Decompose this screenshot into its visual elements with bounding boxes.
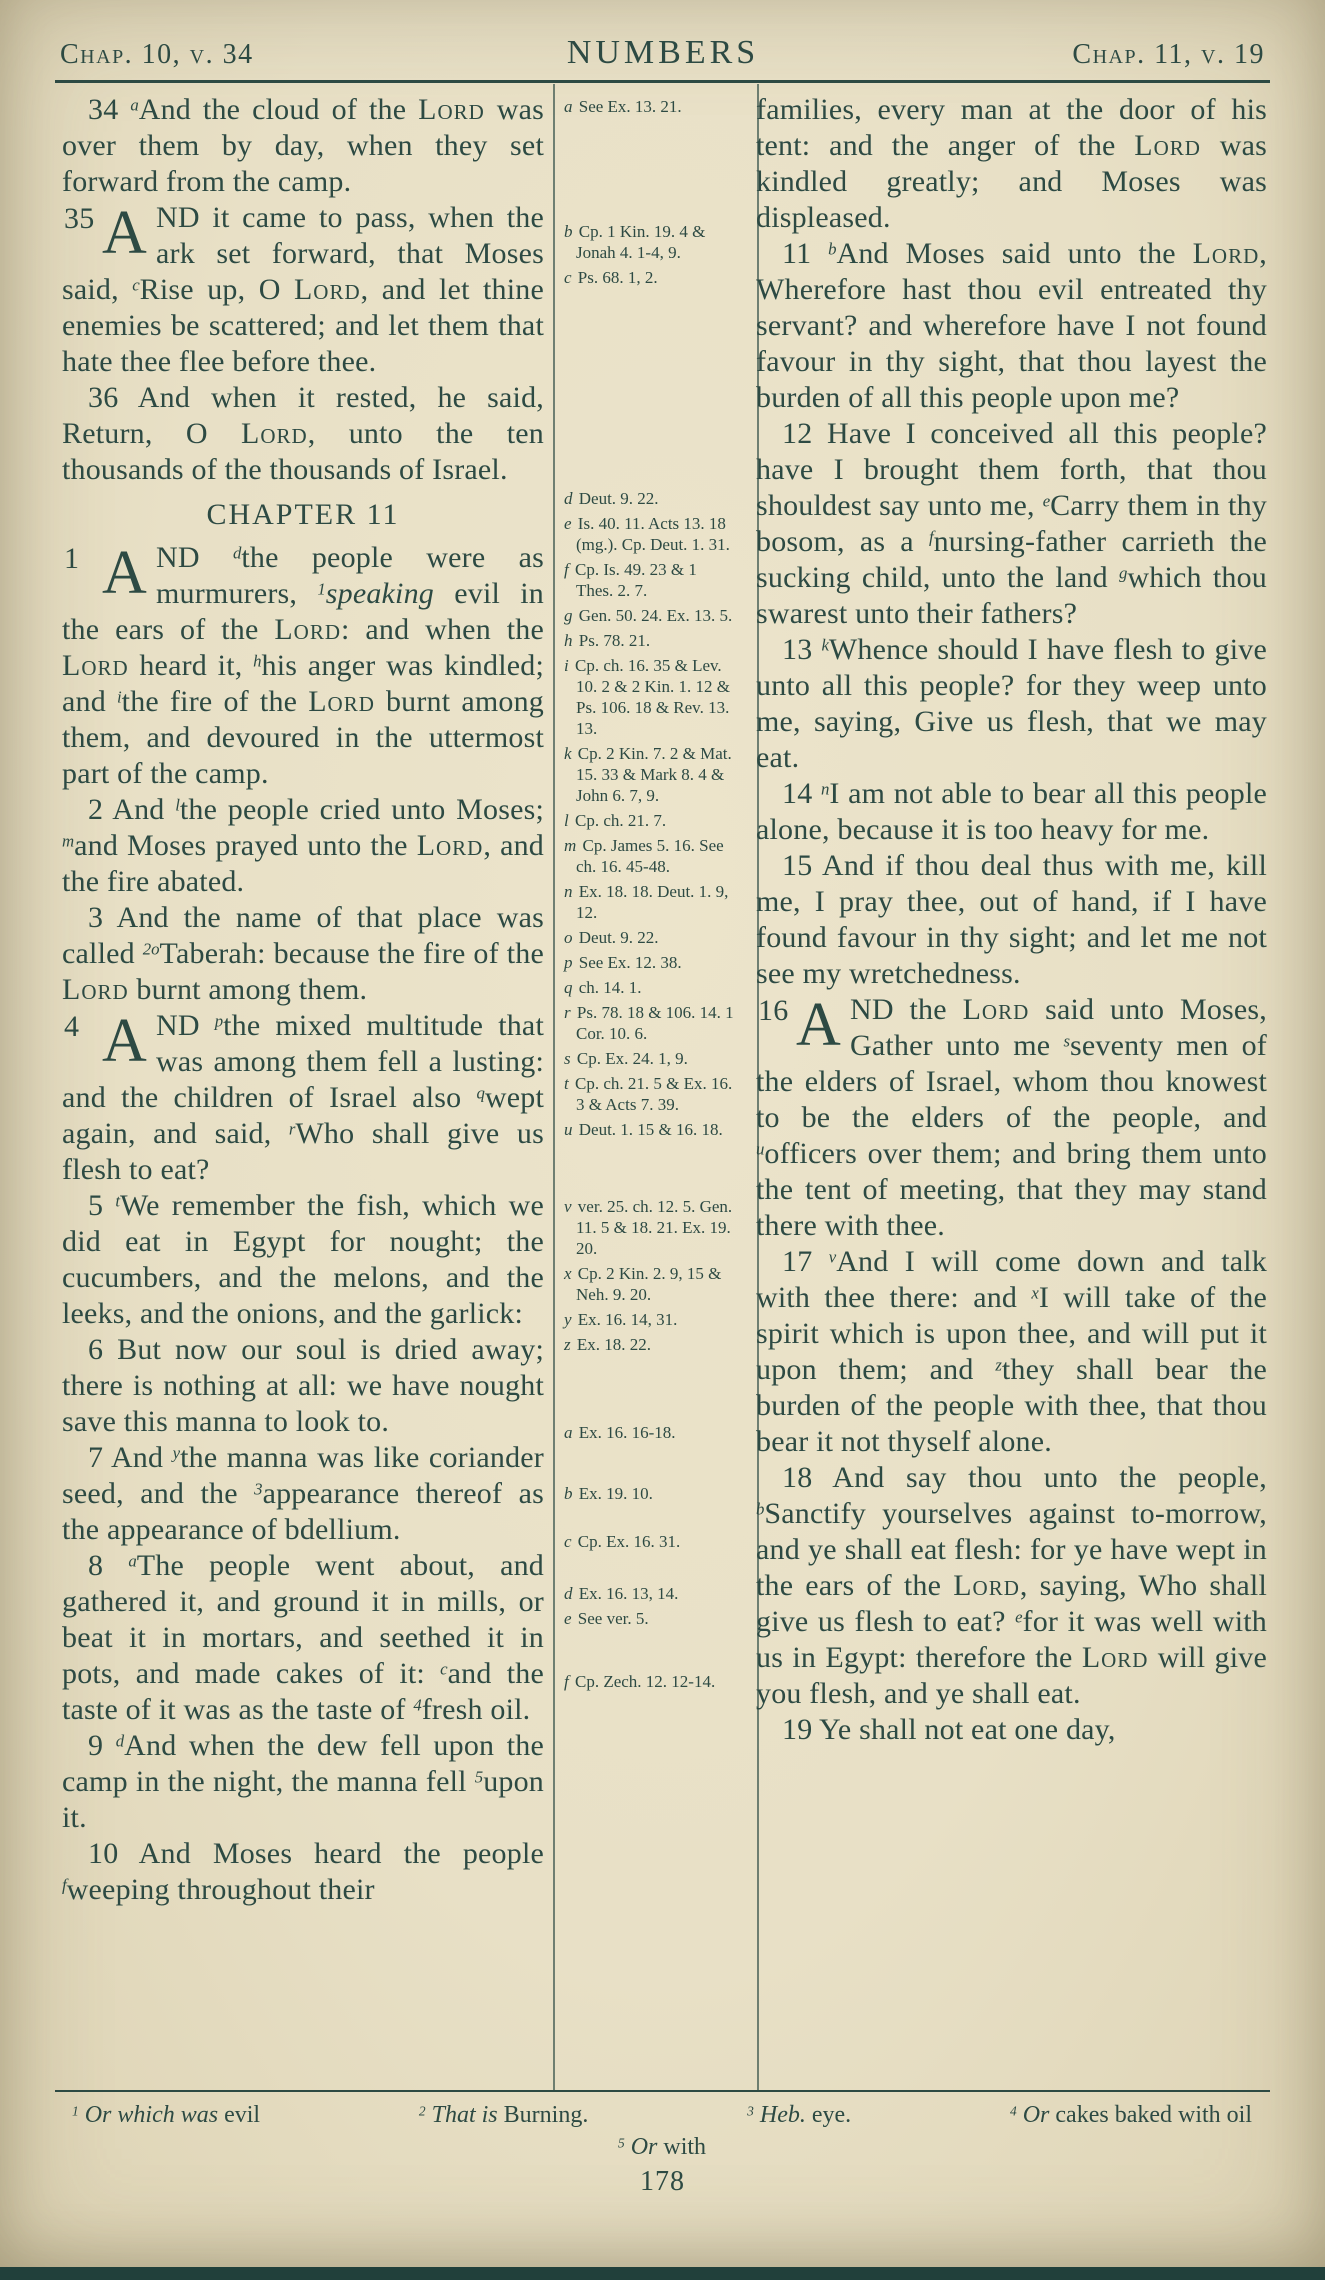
superscript-ref: o xyxy=(151,939,160,959)
verse-paragraph: 18 And say thou unto the people, $^b$Sanctify yourselves against to-morrow, and ye shall eat flesh: for ye have wept in the ears of the Lord, saying, Who shall give us flesh to eat? $^e$for it was well with us in Egypt: therefore the Lord will give you flesh, and ye shall eat. xyxy=(756,1461,1267,1710)
superscript-ref: 5 xyxy=(617,2135,625,2151)
verse-paragraph: 36 And when it rested, he said, Return, O Lord, unto the ten thousands of the thousands of Israel. xyxy=(62,381,544,486)
right-text-column xyxy=(748,92,1267,2086)
ref-letter: u xyxy=(564,1120,573,1139)
verse-paragraph: 35 A ND it came to pass, when the ark set forward, that Moses said, $^c$Rise up, O Lord, and let thine enemies be scattered; and let them that hate thee flee before thee. xyxy=(62,199,544,378)
ref-letter: b xyxy=(564,1484,573,1503)
verse-paragraph: 3 And the name of that place was called $^{2o}$Taberah: because the fire of the Lord burnt among them. xyxy=(62,901,544,1006)
ref-letter: f xyxy=(564,560,569,579)
superscript-ref: k xyxy=(821,635,829,655)
reference-group xyxy=(564,1196,738,1355)
small-caps-word: Lord xyxy=(418,93,485,126)
verse-paragraph: 9 $^d$And when the dew fell upon the camp in the night, the manna fell $^5$upon it. xyxy=(62,1729,544,1834)
text-columns xyxy=(62,92,1267,2086)
cross-reference: b Ex. 19. 10. xyxy=(564,1484,653,1503)
superscript-ref: i xyxy=(116,687,122,707)
superscript-ref: 3 xyxy=(747,2103,754,2119)
footnote-row xyxy=(72,2100,1252,2130)
cross-reference: g Gen. 50. 24. Ex. 13. 5. xyxy=(564,606,733,625)
superscript-ref: 1 xyxy=(72,2103,79,2119)
footnote: $^1$ Or which was evil xyxy=(72,2102,261,2128)
cross-reference: f Cp. Zech. 12. 12-14. xyxy=(564,1672,716,1691)
cross-reference: t Cp. ch. 21. 5 & Ex. 16. 3 & Acts 7. 39. xyxy=(564,1074,733,1114)
ref-letter: e xyxy=(564,514,572,533)
verse-paragraph: 1 A ND $^d$the people were as murmurers, $^1$speaking evil in the ears of the Lord: and when the Lord heard it, $^h$his anger was kindled; and $^i$the fire of the Lord burnt among them, and devoured in the uttermost part of the camp. xyxy=(62,539,544,790)
ref-letter: r xyxy=(564,1003,571,1022)
ref-letter: e xyxy=(564,1609,572,1628)
small-caps-word: Lord xyxy=(962,993,1030,1026)
cross-reference: d Ex. 16. 13, 14. xyxy=(564,1584,679,1603)
superscript-ref: q xyxy=(476,1083,485,1103)
footer-rule xyxy=(55,2090,1270,2092)
reference-group xyxy=(564,1583,738,1629)
ref-letter: g xyxy=(564,606,573,625)
ref-letter: p xyxy=(564,953,573,972)
ref-letter: d xyxy=(564,1584,573,1603)
footnote: $^4$ Or cakes baked with oil xyxy=(1010,2102,1252,2128)
cross-reference: a See Ex. 13. 21. xyxy=(564,97,682,116)
superscript-ref: f xyxy=(928,527,934,547)
cross-reference: o Deut. 9. 22. xyxy=(564,928,659,947)
superscript-ref: d xyxy=(115,1731,125,1751)
ref-letter: h xyxy=(564,631,573,650)
cross-reference: m Cp. James 5. 16. See ch. 16. 45-48. xyxy=(564,836,724,876)
superscript-ref: h xyxy=(253,651,262,671)
ref-letter: f xyxy=(564,1672,569,1691)
ref-letter: l xyxy=(564,811,569,830)
verse-paragraph: 19 Ye shall not eat one day, xyxy=(782,1713,1116,1746)
ref-letter: d xyxy=(564,489,573,508)
page-bottom-edge xyxy=(0,2267,1325,2280)
superscript-ref: e xyxy=(1042,491,1051,511)
superscript-ref: s xyxy=(1063,1031,1070,1051)
verse-paragraph: 6 But now our soul is dried away; there is nothing at all: we have nought save this manna to look to. xyxy=(62,1333,544,1438)
cross-reference: k Cp. 2 Kin. 7. 2 & Mat. 15. 33 & Mark 8. 4 & John 6. 7, 9. xyxy=(564,744,732,805)
ref-letter: q xyxy=(564,978,573,997)
reference-group xyxy=(564,1483,738,1504)
verse-paragraph: 15 And if thou deal thus with me, kill me, I pray thee, out of hand, if I have found favour in thy sight; and let me not see my wretchedness. xyxy=(756,849,1267,990)
drop-cap-letter: A xyxy=(102,199,147,267)
header-rule xyxy=(55,80,1270,83)
superscript-ref: d xyxy=(232,543,242,563)
cross-reference: c Cp. Ex. 16. 31. xyxy=(564,1532,681,1551)
reference-group xyxy=(564,221,738,288)
ref-letter: z xyxy=(564,1335,571,1354)
reference-group xyxy=(564,488,738,1140)
verse-paragraph: 14 $^n$I am not able to bear all this people alone, because it is too heavy for me. xyxy=(756,777,1267,846)
superscript-ref: y xyxy=(172,1443,181,1463)
verse-paragraph: families, every man at the door of his tent: and the anger of the Lord was kindled greatly; and Moses was displeased. xyxy=(756,93,1267,234)
ref-letter: b xyxy=(564,222,573,241)
superscript-ref: 4 xyxy=(413,1695,422,1715)
superscript-ref: c xyxy=(132,275,140,295)
superscript-ref: x xyxy=(1031,1283,1039,1303)
small-caps-word: Lord xyxy=(293,273,361,306)
left-text-column xyxy=(62,92,544,2086)
superscript-ref: b xyxy=(756,1499,765,1519)
verse-paragraph: 2 And $^l$the people cried unto Moses; $^m$and Moses prayed unto the Lord, and the fire abated. xyxy=(62,793,544,898)
ref-letter: m xyxy=(564,836,577,855)
cross-reference: f Cp. Is. 49. 23 & 1 Thes. 2. 7. xyxy=(564,560,697,600)
ref-letter: a xyxy=(564,97,573,116)
verse-paragraph: 4 A ND $^p$the mixed multitude that was among them fell a lusting: and the children of Israel also $^q$wept again, and said, $^r$Who shall give us flesh to eat? xyxy=(62,1007,544,1186)
verse-number: 16 xyxy=(758,994,789,1027)
reference-group xyxy=(564,96,738,117)
small-caps-word: Lord xyxy=(416,829,484,862)
small-caps-word: Lord xyxy=(1081,1641,1149,1674)
small-caps-word: Lord xyxy=(274,613,341,646)
cross-reference: p See Ex. 12. 38. xyxy=(564,953,682,972)
superscript-ref: c xyxy=(440,1659,448,1679)
superscript-ref: b xyxy=(828,239,837,259)
cross-reference: l Cp. ch. 21. 7. xyxy=(564,811,667,830)
verse-paragraph: 34 $^a$And the cloud of the Lord was over them by day, when they set forward from the camp. xyxy=(62,93,544,198)
footnotes xyxy=(72,2100,1252,2162)
verse-paragraph: 8 $^a$The people went about, and gathered it, and ground it in mills, or beat it in mortars, and seethed it in pots, and made cakes of it: $^c$and the taste of it was as the taste of $^4$fresh oil. xyxy=(62,1549,544,1726)
ref-letter: i xyxy=(564,656,569,675)
cross-reference: d Deut. 9. 22. xyxy=(564,489,659,508)
cross-reference: h Ps. 78. 21. xyxy=(564,631,651,650)
superscript-ref: l xyxy=(175,795,180,815)
verse-paragraph: 13 $^k$Whence should I have flesh to give unto all this people? for they weep unto me, saying, Give us flesh, that we may eat. xyxy=(756,633,1267,774)
cross-reference: s Cp. Ex. 24. 1, 9. xyxy=(564,1049,688,1068)
cross-reference: b Cp. 1 Kin. 19. 4 & Jonah 4. 1-4, 9. xyxy=(564,222,706,262)
page-number: 178 xyxy=(640,2166,685,2197)
superscript-ref: 2 xyxy=(418,2103,426,2119)
ref-letter: c xyxy=(564,1532,572,1551)
footnote: $^5$ Or with xyxy=(617,2134,707,2160)
book-title: NUMBERS xyxy=(566,34,760,71)
cross-reference: x Cp. 2 Kin. 2. 9, 15 & Neh. 9. 20. xyxy=(564,1264,722,1304)
drop-cap-letter: A xyxy=(796,991,841,1059)
cross-reference: q ch. 14. 1. xyxy=(564,978,642,997)
chapter-heading: CHAPTER 11 xyxy=(206,498,400,531)
ref-letter: o xyxy=(564,928,573,947)
ref-letter: k xyxy=(564,744,572,763)
cross-reference: y Ex. 16. 14, 31. xyxy=(564,1310,678,1329)
running-head xyxy=(60,34,1265,72)
cross-reference: v ver. 25. ch. 12. 5. Gen. 11. 5 & 18. 21. Ex. 19. 20. xyxy=(564,1197,733,1258)
small-caps-word: Lord xyxy=(1192,237,1260,270)
superscript-ref: a xyxy=(128,1551,137,1571)
verse-paragraph: 11 $^b$And Moses said unto the Lord, Wherefore hast thou evil entreated thy servant? and wherefore have I not found favour in thy sight, that thou layest the burden of all this people upon me? xyxy=(756,237,1267,414)
superscript-ref: 1 xyxy=(317,579,326,599)
ref-letter: n xyxy=(564,882,573,901)
superscript-ref: v xyxy=(828,1247,837,1267)
small-caps-word: Lord xyxy=(953,1569,1020,1602)
superscript-ref: t xyxy=(115,1191,121,1211)
ref-letter: x xyxy=(564,1264,572,1283)
superscript-ref: a xyxy=(130,95,139,115)
superscript-ref: 3 xyxy=(254,1479,263,1499)
cross-reference: z Ex. 18. 22. xyxy=(564,1335,652,1354)
superscript-ref: 5 xyxy=(474,1767,484,1787)
superscript-ref: 2 xyxy=(142,939,152,959)
verse-number: 35 xyxy=(64,202,95,235)
reference-group xyxy=(564,1422,738,1443)
cross-reference: c Ps. 68. 1, 2. xyxy=(564,268,658,287)
ref-letter: c xyxy=(564,268,572,287)
verse-paragraph: 16 A ND the Lord said unto Moses, Gather unto me $^s$seventy men of the elders of Israel, whom thou knowest to be the elders of the people, and $^u$officers over them; and bring them unto the tent of meeting, that they may stand there with thee. xyxy=(756,991,1267,1242)
superscript-ref: e xyxy=(1015,1607,1023,1627)
superscript-ref: g xyxy=(1119,563,1128,583)
verse-number: 1 xyxy=(64,542,80,575)
superscript-ref: r xyxy=(288,1119,296,1139)
cross-reference: r Ps. 78. 18 & 106. 14. 1 Cor. 10. 6. xyxy=(564,1003,734,1043)
cross-reference: e Is. 40. 11. Acts 13. 18 (mg.). Cp. Deut. 1. 31. xyxy=(564,514,730,554)
verse-paragraph: 17 $^v$And I will come down and talk with thee there: and $^x$I will take of the spirit which is upon thee, and will put it upon them; and $^z$they shall bear the burden of the people with thee, that thou bear it not thyself alone. xyxy=(756,1245,1267,1458)
superscript-ref: f xyxy=(62,1875,67,1895)
superscript-ref: 4 xyxy=(1010,2103,1017,2119)
ref-letter: t xyxy=(564,1074,569,1093)
ref-letter: y xyxy=(564,1310,572,1329)
ref-letter: v xyxy=(564,1197,572,1216)
small-caps-word: Lord xyxy=(1134,129,1201,162)
reference-group xyxy=(564,1671,738,1692)
verse-number: 4 xyxy=(64,1010,80,1043)
cross-reference: n Ex. 18. 18. Deut. 1. 9, 12. xyxy=(564,882,729,922)
footnote: $^3$ Heb. eye. xyxy=(747,2102,852,2128)
cross-reference: e See ver. 5. xyxy=(564,1609,649,1628)
small-caps-word: Lord xyxy=(241,417,308,450)
cross-reference: i Cp. ch. 16. 35 & Lev. 10. 2 & 2 Kin. 1. 12 & Ps. 106. 18 & Rev. 13. 13. xyxy=(564,656,730,738)
footnote: $^2$ That is Burning. xyxy=(418,2102,589,2128)
superscript-ref: m xyxy=(62,831,75,851)
cross-reference: a Ex. 16. 16-18. xyxy=(564,1423,676,1442)
superscript-ref: n xyxy=(820,779,830,799)
reference-group xyxy=(564,1531,738,1552)
verse-paragraph: 7 And $^y$the manna was like coriander seed, and the $^3$appearance thereof as the appearance of bdellium. xyxy=(62,1441,544,1546)
verse-paragraph: 5 $^t$We remember the fish, which we did eat in Egypt for nought; the cucumbers, and the melons, and the leeks, and the onions, and the garlick: xyxy=(62,1189,544,1330)
small-caps-word: Lord xyxy=(62,973,129,1006)
running-head-left: Chap. 10, v. 34 xyxy=(60,39,254,70)
small-caps-word: Lord xyxy=(62,649,129,682)
superscript-ref: z xyxy=(995,1355,1002,1375)
running-head-right: Chap. 11, v. 19 xyxy=(1072,39,1265,70)
small-caps-word: Lord xyxy=(308,685,375,718)
ref-letter: a xyxy=(564,1423,573,1442)
cross-reference: u Deut. 1. 15 & 16. 18. xyxy=(564,1120,723,1139)
ref-letter: s xyxy=(564,1049,571,1068)
superscript-ref: u xyxy=(756,1139,765,1159)
drop-cap-letter: A xyxy=(102,539,147,607)
verse-paragraph: 12 Have I conceived all this people? have I brought them forth, that thou shouldest say unto me, $^e$Carry them in thy bosom, as a $^f$nursing-father carrieth the sucking child, unto the land $^g$which thou swarest unto their fathers? xyxy=(756,417,1267,630)
verse-paragraph: 10 And Moses heard the people $^f$weeping throughout their xyxy=(62,1837,544,1906)
cross-reference-column xyxy=(544,92,748,2086)
superscript-ref: p xyxy=(214,1011,224,1031)
drop-cap-letter: A xyxy=(102,1007,147,1075)
